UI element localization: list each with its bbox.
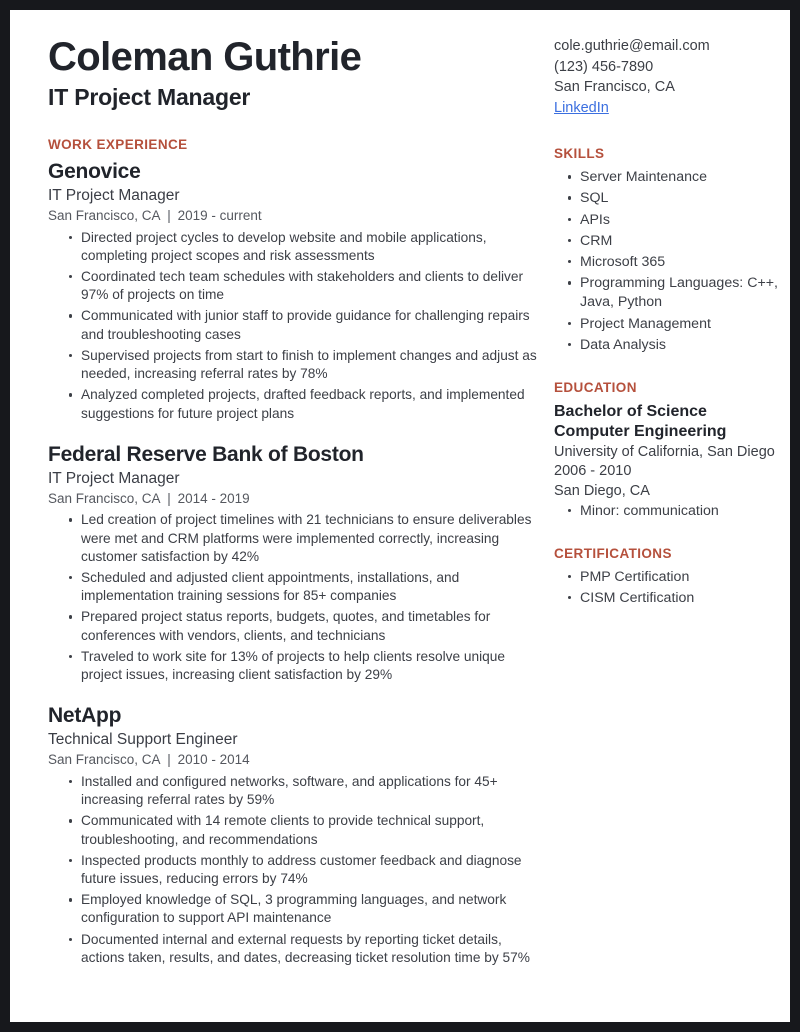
resume-page [10,10,790,1022]
skill-item: Programming Languages: C++, Java, Python [568,274,780,312]
contact-location: San Francisco, CA [554,79,675,96]
skill-item: Project Management [568,315,780,334]
job-dates: 2019 - current [177,208,262,224]
job-bullet: Led creation of project timelines with 21 technicians to ensure deliverables were met and CRM platforms were implemented correctly, increasing customer satisfaction by 42% [69,511,544,566]
work-experience-entry [48,159,544,423]
education-location: San Diego, CA [554,482,650,499]
section-heading-work-experience: WORK EXPERIENCE [48,137,188,152]
job-location: San Francisco, CA [48,752,161,768]
job-bullet-list [48,773,544,967]
job-bullet: Communicated with 14 remote clients to provide technical support, troubleshooting, and recommendations [69,812,544,848]
job-bullet-list [48,511,544,684]
certification-item: PMP Certification [568,568,780,587]
section-heading-skills: SKILLS [554,146,605,162]
skill-item: Server Maintenance [568,168,780,187]
skills-list [554,168,780,355]
job-location: San Francisco, CA [48,208,161,224]
job-dates: 2014 - 2019 [177,490,250,506]
job-bullet: Analyzed completed projects, drafted feedback reports, and implemented suggestions for future project plans [69,386,544,422]
job-bullet: Documented internal and external requests by reporting ticket details, actions taken, results, and dates, decreasing ticket resolution time by 57% [69,931,544,967]
certifications-block [554,546,780,608]
job-bullet: Inspected products monthly to address customer feedback and diagnose future issues, reducing errors by 74% [69,852,544,888]
job-bullet: Prepared project status reports, budgets, quotes, and timetables for conferences with vendors, clients, and technicians [69,608,544,644]
job-bullet: Traveled to work site for 13% of projects to help clients resolve unique project issues, increasing client satisfaction by 29% [69,648,544,684]
education-item: Minor: communication [568,502,780,521]
work-experience-entry [48,442,544,685]
job-location: San Francisco, CA [48,490,161,506]
page-title: Coleman Guthrie [48,35,362,79]
meta-separator: | [163,490,175,506]
job-company: NetApp [48,704,122,728]
section-heading-education: EDUCATION [554,379,637,395]
education-degree: Bachelor of Science Computer Engineering [554,402,727,440]
certification-item: CISM Certification [568,589,780,608]
job-bullet: Supervised projects from start to finish to implement changes and adjust as needed, increasing referral rates by 78% [69,347,544,383]
job-meta [48,207,544,225]
education-block [554,380,780,521]
skill-item: SQL [568,189,780,208]
skill-item: Data Analysis [568,336,780,355]
work-experience-entry [48,703,544,967]
skill-item: CRM [568,232,780,251]
contact-block [554,36,780,118]
meta-separator: | [163,208,175,224]
education-detail-list [554,502,780,521]
job-bullet: Communicated with junior staff to provide guidance for challenging repairs and troubleshooting cases [69,307,544,343]
job-meta [48,490,544,508]
job-bullet-list [48,229,544,423]
education-dates: 2006 - 2010 [554,463,632,480]
job-bullet: Employed knowledge of SQL, 3 programming languages, and network configuration to support API maintenance [69,891,544,927]
job-bullet: Coordinated tech team schedules with stakeholders and clients to deliver 97% of projects on time [69,268,544,304]
right-column [554,36,780,633]
contact-phone[interactable]: (123) 456-7890 [554,58,654,75]
skill-item: Microsoft 365 [568,253,780,272]
job-bullet: Directed project cycles to develop website and mobile applications, completing project scopes and risk assessments [69,229,544,265]
job-company: Federal Reserve Bank of Boston [48,442,364,466]
job-company: Genovice [48,160,141,183]
job-meta [48,751,544,769]
job-bullet: Scheduled and adjusted client appointments, installations, and implementation training sessions for 85+ companies [69,569,544,605]
skills-block [554,146,780,355]
education-school: University of California, San Diego [554,443,775,460]
section-heading-certifications: CERTIFICATIONS [554,545,672,561]
job-title: IT Project Manager [48,187,180,205]
job-dates: 2010 - 2014 [177,752,250,768]
contact-email[interactable]: cole.guthrie@email.com [554,38,710,54]
work-experience-list [48,159,544,967]
job-title: Technical Support Engineer [48,731,238,749]
certifications-list [554,568,780,608]
linkedin-link[interactable]: LinkedIn [554,99,609,116]
job-title: IT Project Manager [48,469,180,487]
professional-headline: IT Project Manager [48,84,251,110]
meta-separator: | [163,752,175,768]
skill-item: APIs [568,211,780,230]
left-column [48,36,554,970]
job-bullet: Installed and configured networks, software, and applications for 45+ increasing referral rates by 59% [69,773,544,809]
